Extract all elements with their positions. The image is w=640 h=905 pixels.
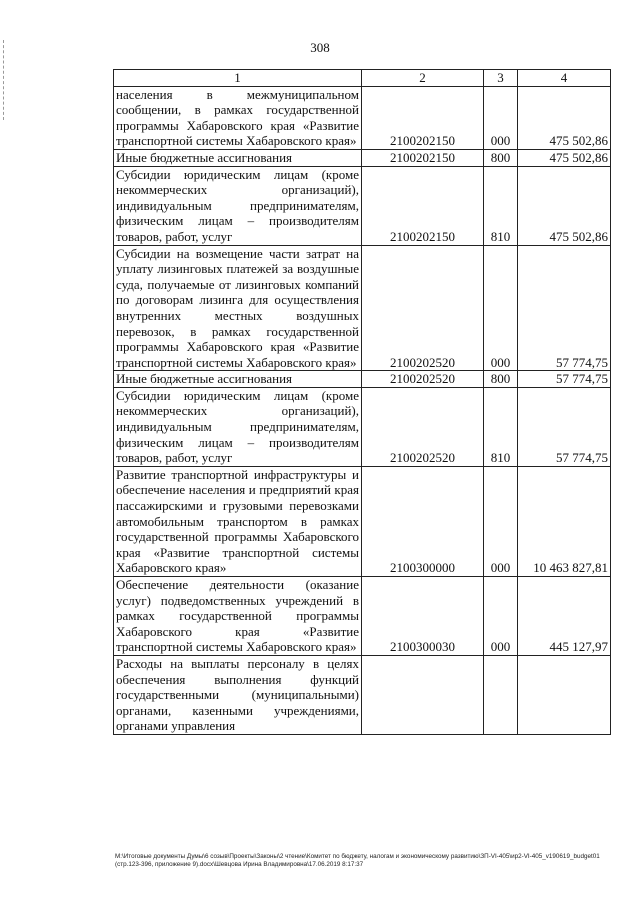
row-expense-kind: 800 [484, 371, 518, 388]
row-amount: 57 774,75 [518, 245, 611, 371]
table-row [114, 371, 611, 388]
row-amount: 475 502,86 [518, 86, 611, 149]
row-description: Расходы на выплаты персоналу в целях обеспечения выполнения функций государственными (муниципальными) органами, казенными учреждениями, органами управления [114, 655, 362, 734]
table-row [114, 166, 611, 245]
table-row [114, 86, 611, 149]
row-expense-kind [484, 655, 518, 734]
budget-table [113, 69, 611, 735]
row-description: Субсидии юридическим лицам (кроме некоммерческих организаций), индивидуальным предпринимателям, физическим лицам – производителям товаров, работ, услуг [114, 387, 362, 466]
row-amount: 57 774,75 [518, 387, 611, 466]
row-amount: 445 127,97 [518, 577, 611, 656]
row-expense-kind: 000 [484, 466, 518, 576]
table-row [114, 149, 611, 166]
row-expense-kind: 810 [484, 387, 518, 466]
table-row [114, 577, 611, 656]
row-description: Субсидии юридическим лицам (кроме некоммерческих организаций), индивидуальным предпринимателям, физическим лицам – производителям товаров, работ, услуг [114, 166, 362, 245]
row-expense-kind: 000 [484, 577, 518, 656]
table-row [114, 245, 611, 371]
row-expense-kind: 000 [484, 245, 518, 371]
header-col-1: 1 [114, 70, 362, 87]
header-col-2: 2 [362, 70, 484, 87]
row-amount: 475 502,86 [518, 166, 611, 245]
row-amount: 57 774,75 [518, 371, 611, 388]
row-target-code: 2100202520 [362, 371, 484, 388]
row-target-code: 2100202520 [362, 245, 484, 371]
row-amount: 475 502,86 [518, 149, 611, 166]
table-row [114, 466, 611, 576]
row-target-code: 2100202150 [362, 166, 484, 245]
table-row [114, 387, 611, 466]
row-expense-kind: 800 [484, 149, 518, 166]
row-description: Субсидии на возмещение части затрат на уплату лизинговых платежей за воздушные суда, получаемые от лизинговых компаний по договорам лизинга для осуществления внутренних местных воздушных перевозок, в рамках государственной программы Хабаровского края «Развитие транспортной системы Хабаровского края» [114, 245, 362, 371]
row-description: населения в межмуниципальном сообщении, в рамках государственной программы Хабаровского края «Развитие транспортной системы Хабаровского края» [114, 86, 362, 149]
row-description: Обеспечение деятельности (оказание услуг) подведомственных учреждений в рамках государственной программы Хабаровского края «Развитие транспортной системы Хабаровского края» [114, 577, 362, 656]
row-amount [518, 655, 611, 734]
row-description: Иные бюджетные ассигнования [114, 149, 362, 166]
table-header-row [114, 70, 611, 87]
row-amount: 10 463 827,81 [518, 466, 611, 576]
row-description: Развитие транспортной инфраструктуры и обеспечение населения и предприятий края пассажирскими и грузовыми перевозками автомобильным транспортом в рамках государственной программы Хабаровского края «Развитие транспортной системы Хабаровского края» [114, 466, 362, 576]
table-row [114, 655, 611, 734]
row-target-code: 2100300030 [362, 577, 484, 656]
document-file-path-footer: M:\Итоговые документы Думы\6 созыв\Проекты\Законы\2 чтение\Комитет по бюджету, налогам и экономическому развитию\ЗП-VI-405\ир2-VI-405_v190619_budget01 (стр.123-396, приложение 9).docx\Шевцова Ирина Владимировна\17.06.2019 8:17:37 [115, 853, 600, 868]
row-target-code: 2100202150 [362, 86, 484, 149]
row-target-code: 2100202520 [362, 387, 484, 466]
row-expense-kind: 000 [484, 86, 518, 149]
row-target-code: 2100300000 [362, 466, 484, 576]
row-target-code [362, 655, 484, 734]
row-target-code: 2100202150 [362, 149, 484, 166]
header-col-3: 3 [484, 70, 518, 87]
header-col-4: 4 [518, 70, 611, 87]
page-number: 308 [310, 40, 330, 55]
row-description: Иные бюджетные ассигнования [114, 371, 362, 388]
row-expense-kind: 810 [484, 166, 518, 245]
